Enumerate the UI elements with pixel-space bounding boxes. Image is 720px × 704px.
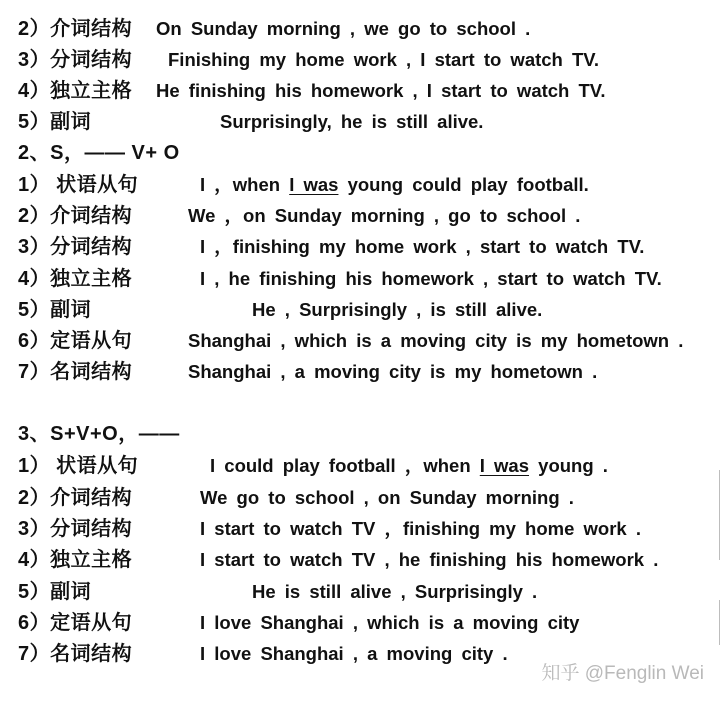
part1-line-4 (0, 77, 720, 105)
line-label: 5）副词 (18, 299, 92, 321)
section3-line-1 (0, 452, 720, 480)
section3-line-5 (0, 578, 720, 606)
section-3-heading (0, 420, 720, 448)
line-sentence: On Sunday morning , we go to school . (156, 18, 531, 39)
line-label: 1） 状语从句 (18, 174, 139, 196)
line-sentence: He , Surprisingly , is still alive. (252, 299, 543, 320)
line-sentence: I start to watch TV , he finishing his homework . (200, 549, 659, 570)
sentence-part: young could play football. (338, 174, 589, 195)
line-label: 6）定语从句 (18, 330, 133, 352)
section2-line-6 (0, 327, 720, 355)
section3-line-3 (0, 515, 720, 543)
line-sentence: Shanghai , a moving city is my hometown . (188, 361, 598, 382)
line-sentence: I , he finishing his homework , start to watch TV. (200, 268, 662, 289)
part1-line-2 (0, 15, 720, 43)
line-label: 5）副词 (18, 581, 92, 603)
section-heading: 2、S，—— V+ O (18, 142, 180, 164)
sentence-part: young . (529, 455, 608, 476)
line-sentence: I start to watch TV ，finishing my home work . (200, 518, 641, 539)
line-label: 3）分词结构 (18, 236, 133, 258)
line-label: 2）介词结构 (18, 487, 133, 509)
line-sentence: We ，on Sunday morning , go to school . (188, 205, 581, 226)
line-sentence: He is still alive , Surprisingly . (252, 581, 538, 602)
line-label: 4）独立主格 (18, 80, 133, 102)
line-sentence: Finishing my home work , I start to watch TV. (168, 49, 600, 70)
line-label: 7）名词结构 (18, 361, 133, 383)
line-sentence (210, 452, 608, 480)
line-sentence: Shanghai , which is a moving city is my hometown . (188, 330, 684, 351)
section-2-heading (0, 139, 720, 167)
part1-line-3 (0, 46, 720, 74)
line-label: 3）分词结构 (18, 49, 133, 71)
section2-line-5 (0, 296, 720, 324)
line-sentence: We go to school , on Sunday morning . (200, 487, 574, 508)
line-sentence: He finishing his homework , I start to watch TV. (156, 80, 606, 101)
line-label: 1） 状语从句 (18, 455, 139, 477)
section2-line-7 (0, 358, 720, 386)
line-label: 4）独立主格 (18, 549, 133, 571)
section-heading: 3、S+V+O，—— (18, 423, 180, 445)
line-label: 6）定语从句 (18, 612, 133, 634)
line-sentence: I love Shanghai , which is a moving city (200, 612, 580, 633)
section3-line-4 (0, 546, 720, 574)
line-label: 5）副词 (18, 111, 92, 133)
line-sentence: Surprisingly, he is still alive. (220, 111, 484, 132)
section2-line-2 (0, 202, 720, 230)
part1-line-5 (0, 108, 720, 136)
line-label: 2）介词结构 (18, 18, 133, 40)
line-label: 4）独立主格 (18, 268, 133, 290)
section3-line-6 (0, 609, 720, 637)
sentence-part: I could play football ，when (210, 455, 480, 476)
section2-line-1 (0, 171, 720, 199)
underlined-phrase: I was (289, 174, 339, 195)
line-label: 2）介词结构 (18, 205, 133, 227)
line-sentence (200, 171, 589, 199)
line-sentence: I love Shanghai , a moving city . (200, 643, 508, 664)
section2-line-3 (0, 233, 720, 261)
watermark: 知乎 @Fenglin Wei (541, 663, 704, 684)
section3-line-2 (0, 484, 720, 512)
line-label: 3）分词结构 (18, 518, 133, 540)
section2-line-4 (0, 265, 720, 293)
line-label: 7）名词结构 (18, 643, 133, 665)
underlined-phrase: I was (479, 455, 530, 476)
sentence-part: I ，when (200, 174, 290, 195)
line-sentence: I ，finishing my home work , start to watch TV. (200, 236, 645, 257)
